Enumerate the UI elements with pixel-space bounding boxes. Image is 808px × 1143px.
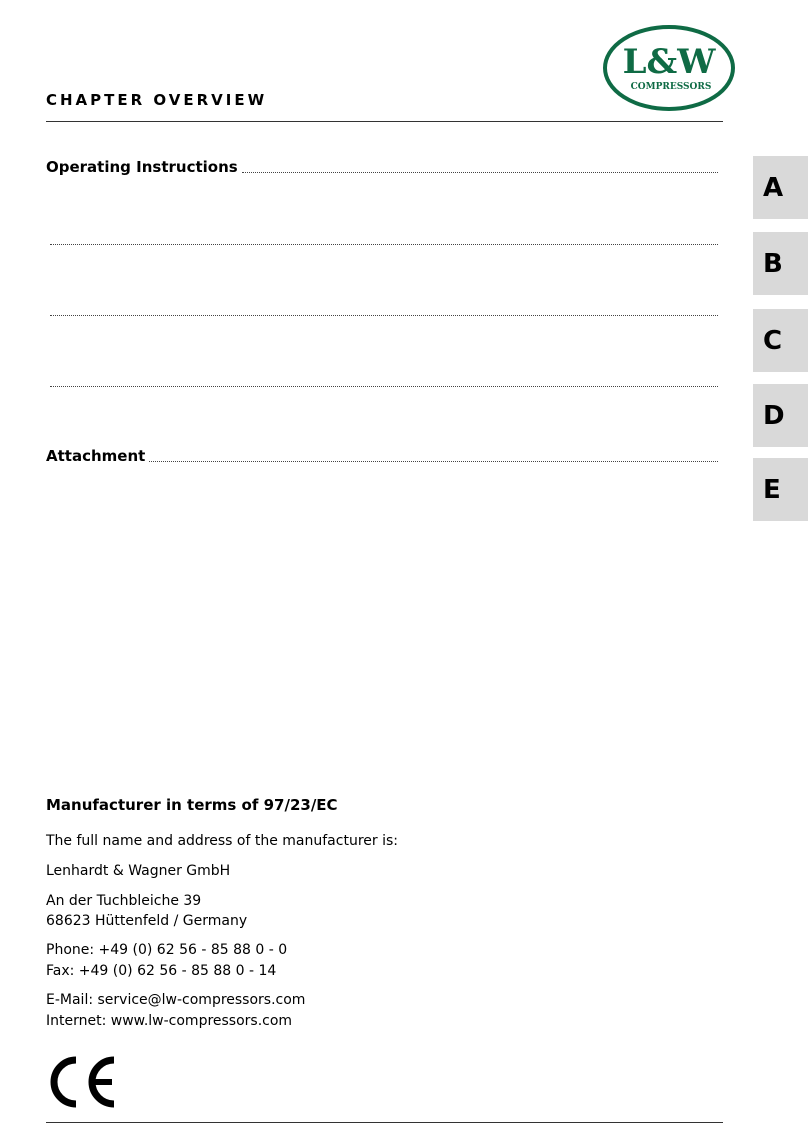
toc-entry-d xyxy=(46,370,718,390)
toc-entry-a xyxy=(46,156,718,176)
fax-number: Fax: +49 (0) 62 56 - 85 88 0 - 14 xyxy=(46,963,277,979)
toc-entry-b xyxy=(46,228,718,248)
page-title: CHAPTER OVERVIEW xyxy=(46,91,268,109)
lw-compressors-logo xyxy=(603,25,735,111)
leader-dots xyxy=(50,311,718,316)
toc-entry-e xyxy=(46,445,718,465)
website-link[interactable]: Internet: www.lw-compressors.com xyxy=(46,1013,293,1029)
leader-dots xyxy=(50,240,718,245)
email-link[interactable]: E-Mail: service@lw-compressors.com xyxy=(46,992,306,1008)
chapter-tab-b[interactable]: B xyxy=(753,232,808,295)
svg-text:COMPRESSORS: COMPRESSORS xyxy=(630,82,712,92)
chapter-tab-a[interactable]: A xyxy=(753,156,808,219)
phone-number: Phone: +49 (0) 62 56 - 85 88 0 - 0 xyxy=(46,942,288,958)
svg-text:L&W: L&W xyxy=(622,42,716,82)
leader-dots xyxy=(242,168,718,173)
city-address: 68623 Hüttenfeld / Germany xyxy=(46,913,248,929)
chapter-tab-c[interactable]: C xyxy=(753,309,808,372)
toc-label: Operating Instructions xyxy=(46,158,238,176)
street-address: An der Tuchbleiche 39 xyxy=(46,893,202,909)
manufacturer-heading: Manufacturer in terms of 97/23/EC xyxy=(46,796,338,814)
toc-entry-c xyxy=(46,299,718,319)
footer-divider xyxy=(46,1122,723,1123)
leader-dots xyxy=(149,457,718,462)
header-divider xyxy=(46,121,723,122)
ce-mark-icon xyxy=(46,1056,118,1108)
company-name: Lenhardt & Wagner GmbH xyxy=(46,863,231,879)
manufacturer-intro: The full name and address of the manufacturer is: xyxy=(46,833,398,849)
leader-dots xyxy=(50,382,718,387)
chapter-tab-e[interactable]: E xyxy=(753,458,808,521)
toc-label: Attachment xyxy=(46,447,146,465)
chapter-tab-d[interactable]: D xyxy=(753,384,808,447)
